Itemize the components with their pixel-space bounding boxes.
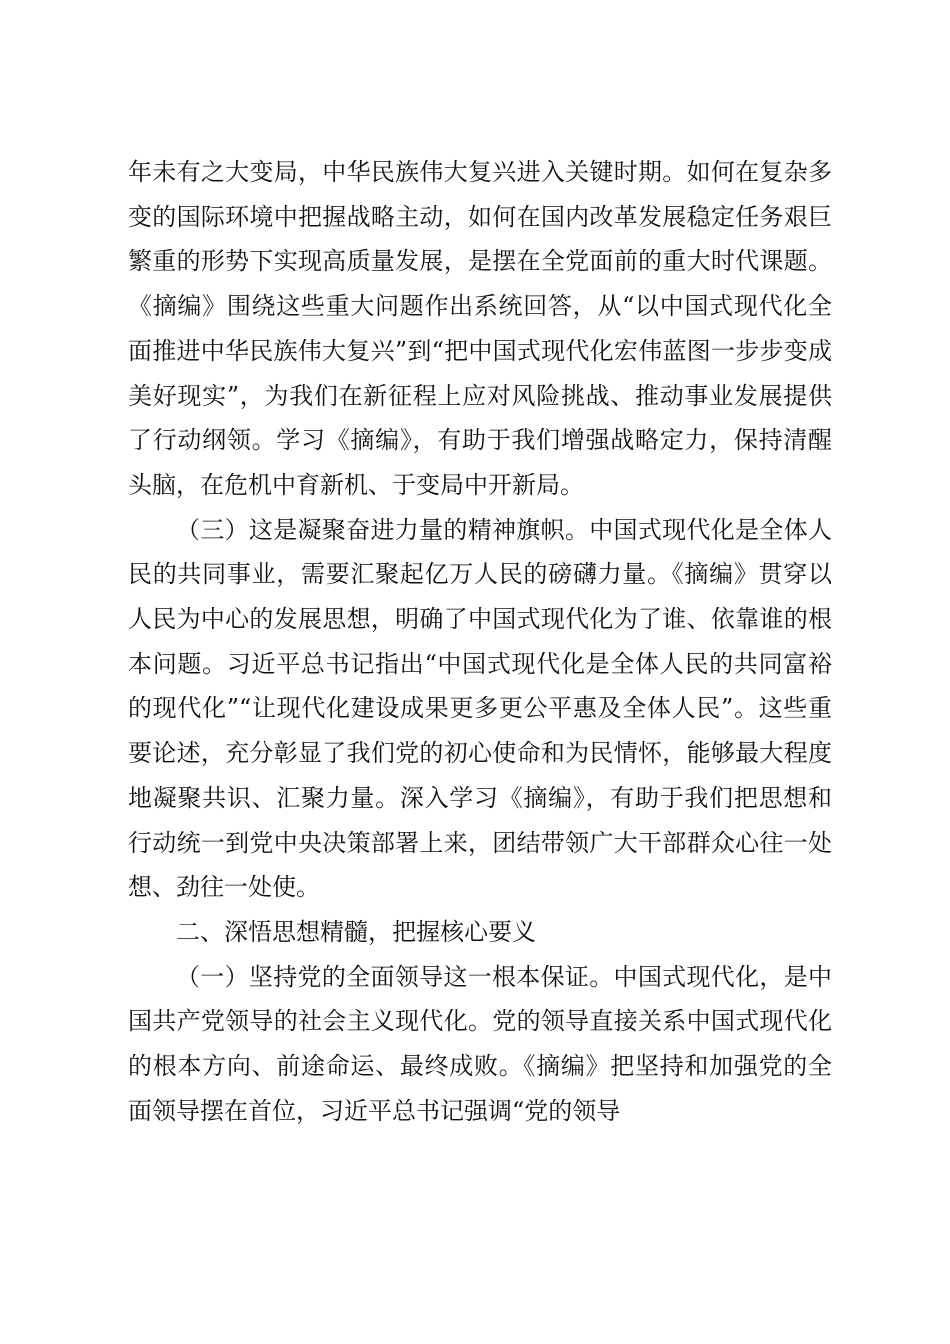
paragraph-continuation: 年未有之大变局，中华民族伟大复兴进入关键时期。如何在复杂多变的国际环境中把握战略主动，如何在国内改革发展稳定任务艰巨繁重的形势下实现高质量发展，是摆在全党面前的重大时代课题。《摘编》围绕这些重大问题作出系统回答，从“以中国式现代化全面推进中华民族伟大复兴”到“把中国式现代化宏伟蓝图一步步变成美好现实”，为我们在新征程上应对风险挑战、推动事业发展提供了行动纲领。学习《摘编》，有助于我们增强战略定力，保持清醒头脑，在危机中育新机、于变局中开新局。 [128, 158, 832, 499]
paragraph-subsection-one: （一）坚持党的全面领导这一根本保证。中国式现代化，是中国共产党领导的社会主义现代化。党的领导直接关系中国式现代化的根本方向、前途命运、最终成败。《摘编》把坚持和加强党的全面领导摆在首位，习近平总书记强调“党的领导 [128, 962, 832, 1125]
section-heading-two: 二、深悟思想精髓，把握核心要义 [176, 917, 536, 946]
document-body [128, 150, 832, 1133]
paragraph-section-three: （三）这是凝聚奋进力量的精神旗帜。中国式现代化是全体人民的共同事业，需要汇聚起亿万人民的磅礴力量。《摘编》贯穿以人民为中心的发展思想，明确了中国式现代化为了谁、依靠谁的根本问题。习近平总书记指出“中国式现代化是全体人民的共同富裕的现代化”“让现代化建设成果更多更公平惠及全体人民”。这些重要论述，充分彰显了我们党的初心使命和为民情怀，能够最大程度地凝聚共识、汇聚力量。深入学习《摘编》，有助于我们把思想和行动统一到党中央决策部署上来，团结带领广大干部群众心往一处想、劲往一处使。 [128, 515, 832, 902]
